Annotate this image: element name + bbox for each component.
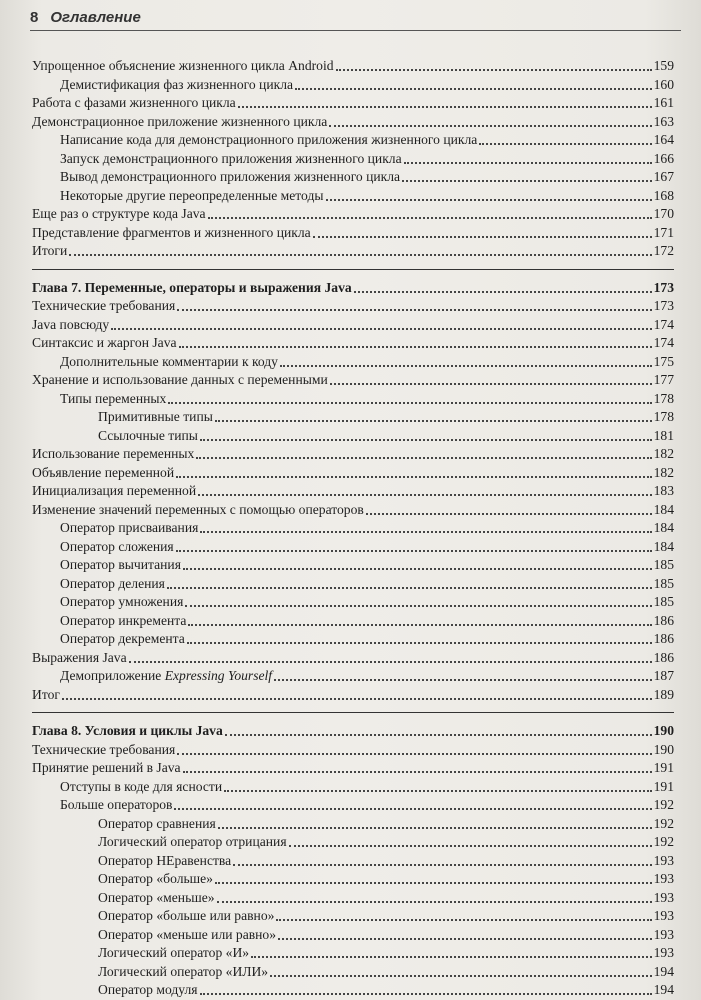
dot-leader: [215, 882, 652, 884]
toc-entry[interactable]: [32, 241, 674, 259]
toc-page-number: 182: [653, 464, 674, 480]
toc-entry-title: Ссылочные типы: [98, 427, 198, 443]
toc-entry[interactable]: [32, 389, 674, 407]
toc-entry-title: Оператор вычитания: [60, 557, 181, 572]
toc-page-number: 192: [653, 797, 674, 812]
dot-leader: [177, 309, 651, 311]
toc-entry[interactable]: [32, 537, 674, 555]
toc-page-number: 192: [653, 834, 674, 849]
toc-entry-title: Некоторые другие переопределенные методы: [60, 187, 324, 203]
toc-entry-title: Итог: [32, 686, 60, 702]
toc-entry[interactable]: [32, 223, 674, 241]
toc-entry[interactable]: [32, 130, 674, 148]
dot-leader: [200, 531, 651, 533]
toc-entry[interactable]: [32, 592, 674, 610]
dot-leader: [402, 180, 652, 182]
toc-entry[interactable]: [32, 481, 674, 499]
toc-page-number: 174: [653, 335, 674, 350]
dot-leader: [274, 679, 652, 681]
toc-entry-title: Демистификация фаз жизненного цикла: [60, 76, 294, 92]
toc-page-number: 174: [653, 316, 674, 332]
dot-leader: [183, 568, 652, 570]
toc-page-number: 178: [653, 390, 674, 406]
toc-entry-title: Оператор умножения: [60, 594, 184, 609]
toc-entry-title: Работа с фазами жизненного цикла: [32, 95, 236, 110]
toc-entry[interactable]: [32, 149, 674, 167]
toc-entry-title: Типы переменных: [60, 390, 167, 406]
toc-page-number: 185: [653, 557, 674, 572]
toc-entry-title: Оператор модуля: [98, 982, 198, 997]
toc-entry[interactable]: [32, 648, 674, 666]
toc-entry-title: Оператор «меньше или равно»: [98, 926, 277, 942]
toc-page-number: 159: [653, 58, 674, 73]
toc-page-number: 186: [653, 631, 674, 646]
chapter-divider: [32, 712, 674, 713]
running-title: Оглавление: [50, 8, 141, 26]
toc-entry[interactable]: [32, 167, 674, 185]
dot-leader: [224, 790, 652, 792]
dot-leader: [177, 753, 651, 755]
toc-page-number: 173: [653, 298, 674, 313]
dot-leader: [179, 346, 652, 348]
dot-leader: [313, 236, 652, 238]
dot-leader: [233, 864, 651, 866]
dot-leader: [176, 550, 652, 552]
toc-page-number: 168: [653, 187, 674, 203]
toc-entry[interactable]: [32, 795, 674, 813]
toc-entry[interactable]: [32, 814, 674, 832]
toc-entry[interactable]: [32, 204, 674, 222]
toc-page-number: 186: [653, 612, 674, 628]
toc-entry-title: Примитивные типы: [98, 409, 213, 424]
toc-page-number: 167: [653, 169, 674, 184]
toc-entry[interactable]: [32, 112, 674, 130]
dot-leader: [270, 975, 652, 977]
toc-page-number: 193: [653, 852, 674, 868]
toc-entry[interactable]: [32, 518, 674, 536]
toc-entry-title: Вывод демонстрационного приложения жизненного цикла: [60, 169, 401, 184]
toc-entry[interactable]: [32, 980, 674, 998]
toc-page-number: 192: [653, 815, 674, 831]
toc-entry-title: Демоприложение Expressing Yourself: [60, 668, 273, 683]
dot-leader: [280, 365, 652, 367]
toc-entry-title: Глава 7. Переменные, операторы и выражения Java: [32, 279, 352, 295]
dot-leader: [167, 587, 652, 589]
toc-entry-title: Оператор «больше»: [98, 871, 213, 886]
dot-leader: [326, 199, 652, 201]
toc-page-number: 186: [653, 649, 674, 665]
dot-leader: [62, 698, 652, 700]
toc-entry-title: Представление фрагментов и жизненного цикла: [32, 224, 311, 240]
toc-page-number: 194: [653, 963, 674, 979]
dot-leader: [366, 513, 652, 515]
toc-entry[interactable]: [32, 352, 674, 370]
toc-entry[interactable]: [32, 906, 674, 924]
chapter-divider: [32, 269, 674, 270]
toc-entry[interactable]: [32, 685, 674, 703]
dot-leader: [200, 439, 652, 441]
toc-page-number: 177: [653, 372, 674, 387]
toc-page-number: 191: [653, 760, 674, 775]
dot-leader: [289, 845, 652, 847]
dot-leader: [176, 476, 651, 478]
toc-entry[interactable]: [32, 851, 674, 869]
toc-page-number: 193: [653, 945, 674, 960]
toc-page-number: 184: [653, 538, 674, 554]
toc-entry-title: Оператор инкремента: [60, 612, 187, 628]
toc-entry-title: Оператор декремента: [60, 631, 185, 646]
toc-entry[interactable]: [32, 186, 674, 204]
dot-leader: [188, 624, 651, 626]
toc-entry-title: Технические требования: [32, 741, 176, 757]
toc-page-number: 171: [653, 224, 674, 240]
dot-leader: [251, 956, 652, 958]
toc-page-number: 182: [653, 446, 674, 461]
toc-page-number: 193: [653, 871, 674, 886]
toc-page-number: 170: [653, 206, 674, 221]
toc-entry-title: Оператор присваивания: [60, 520, 199, 535]
dot-leader: [330, 383, 652, 385]
toc-entry[interactable]: [32, 758, 674, 776]
toc-entry-title: Использование переменных: [32, 446, 195, 461]
toc-page-number: 193: [653, 889, 674, 905]
toc-entry-title: Оператор «больше или равно»: [98, 908, 275, 923]
toc-entry-title: Оператор «меньше»: [98, 889, 215, 905]
toc-page-number: 173: [653, 279, 674, 295]
toc-entry-title: Изменение значений переменных с помощью операторов: [32, 501, 364, 517]
toc-entry[interactable]: [32, 444, 674, 462]
toc-page-number: 193: [653, 926, 674, 942]
dot-leader: [479, 143, 651, 145]
toc-page-number: 184: [653, 520, 674, 535]
toc-entry-title: Еще раз о структуре кода Java: [32, 206, 206, 221]
toc-entry-title: Оператор сравнения: [98, 815, 216, 831]
toc-entry-title: Java повсюду: [32, 316, 110, 332]
toc-entry-title: Логический оператор отрицания: [98, 834, 287, 849]
toc-entry[interactable]: [32, 555, 674, 573]
toc-page-number: 193: [653, 908, 674, 923]
toc-entry-title: Хранение и использование данных с переменными: [32, 372, 328, 387]
toc-chapter-heading[interactable]: [32, 278, 674, 296]
toc-page-number: 161: [653, 95, 674, 110]
toc-entry[interactable]: [32, 333, 674, 351]
toc-entry[interactable]: [32, 426, 674, 444]
toc-entry-title: Отступы в коде для ясности: [60, 778, 223, 794]
toc-entry-title: Синтаксис и жаргон Java: [32, 335, 177, 350]
toc-page-number: 181: [653, 427, 674, 443]
toc-entry-title: Дополнительные комментарии к коду: [60, 353, 278, 369]
toc-entry[interactable]: [32, 611, 674, 629]
toc-entry-title: Инициализация переменной: [32, 483, 197, 498]
toc-entry[interactable]: [32, 832, 674, 850]
toc-entry-title: Больше операторов: [60, 797, 173, 812]
dot-leader: [198, 494, 651, 496]
toc-entry-title: Технические требования: [32, 298, 176, 313]
page-number: 8: [30, 8, 39, 26]
toc-entry-title: Объявление переменной: [32, 464, 175, 480]
toc-page-number: 190: [653, 741, 674, 757]
toc-entry-title: Принятие решений в Java: [32, 760, 181, 775]
dot-leader: [168, 402, 651, 404]
dot-leader: [218, 827, 652, 829]
toc-entry-title: Запуск демонстрационного приложения жизненного цикла: [60, 150, 402, 166]
toc-entry[interactable]: [32, 93, 674, 111]
toc-entry-title: Логический оператор «ИЛИ»: [98, 963, 269, 979]
dot-leader: [329, 125, 651, 127]
toc-page-number: 185: [653, 594, 674, 609]
toc-page-number: 184: [653, 501, 674, 517]
toc-page-number: 172: [653, 243, 674, 258]
toc-entry[interactable]: [32, 777, 674, 795]
toc-page-number: 189: [653, 686, 674, 702]
toc-page-number: 185: [653, 575, 674, 591]
running-header: [30, 4, 681, 31]
dot-leader: [69, 254, 651, 256]
toc-entry[interactable]: [32, 740, 674, 758]
toc-entry-title: Итоги: [32, 243, 68, 258]
toc-entry-title: Логический оператор «И»: [98, 945, 250, 960]
toc-entry[interactable]: [32, 370, 674, 388]
toc-entry[interactable]: [32, 315, 674, 333]
toc-entry[interactable]: [32, 407, 674, 425]
toc-entry[interactable]: [32, 869, 674, 887]
dot-leader: [200, 993, 652, 995]
toc-entry[interactable]: [32, 463, 674, 481]
toc-entry[interactable]: [32, 962, 674, 980]
toc-entry[interactable]: [32, 75, 674, 93]
dot-leader: [354, 291, 652, 293]
toc-entry[interactable]: [32, 943, 674, 961]
toc-page-number: 163: [653, 113, 674, 129]
dot-leader: [208, 217, 652, 219]
dot-leader: [404, 162, 652, 164]
toc-page-number: 175: [653, 353, 674, 369]
toc-entry-title: Оператор НЕравенства: [98, 852, 232, 868]
toc-entry[interactable]: [32, 629, 674, 647]
toc-entry[interactable]: [32, 574, 674, 592]
toc-page-number: 190: [653, 723, 674, 738]
toc-entry-title: Оператор сложения: [60, 538, 174, 554]
dot-leader: [187, 642, 652, 644]
toc-entry-title: Демонстрационное приложение жизненного цикла: [32, 113, 328, 129]
toc-entry[interactable]: [32, 888, 674, 906]
dot-leader: [278, 938, 652, 940]
toc-page-number: 160: [653, 76, 674, 92]
toc-entry[interactable]: [32, 56, 674, 74]
toc-page-number: 178: [653, 409, 674, 424]
toc-page-number: 194: [653, 982, 674, 997]
dot-leader: [196, 457, 651, 459]
dot-leader: [225, 734, 652, 736]
toc-entry-title: Упрощенное объяснение жизненного цикла Android: [32, 58, 334, 73]
dot-leader: [276, 919, 651, 921]
dot-leader: [217, 901, 652, 903]
dot-leader: [183, 771, 652, 773]
toc-entry[interactable]: [32, 925, 674, 943]
toc-entry[interactable]: [32, 666, 674, 684]
toc-page-number: 166: [653, 150, 674, 166]
toc-entry-title: Глава 8. Условия и циклы Java: [32, 723, 223, 738]
toc-page-number: 164: [653, 132, 674, 147]
dot-leader: [174, 808, 651, 810]
toc-entry-title: Выражения Java: [32, 649, 127, 665]
dot-leader: [129, 661, 652, 663]
dot-leader: [336, 69, 652, 71]
toc-page-number: 187: [653, 668, 674, 683]
toc-page-number: 183: [653, 483, 674, 498]
dot-leader: [215, 420, 652, 422]
dot-leader: [185, 605, 651, 607]
dot-leader: [111, 328, 651, 330]
toc-entry[interactable]: [32, 296, 674, 314]
toc-chapter-heading[interactable]: [32, 721, 674, 739]
toc-entry-title: Оператор деления: [60, 575, 165, 591]
dot-leader: [295, 88, 652, 90]
toc-entry-title: Написание кода для демонстрационного приложения жизненного цикла: [60, 132, 478, 147]
toc-entry[interactable]: [32, 500, 674, 518]
dot-leader: [238, 106, 652, 108]
toc-page-number: 191: [653, 778, 674, 794]
